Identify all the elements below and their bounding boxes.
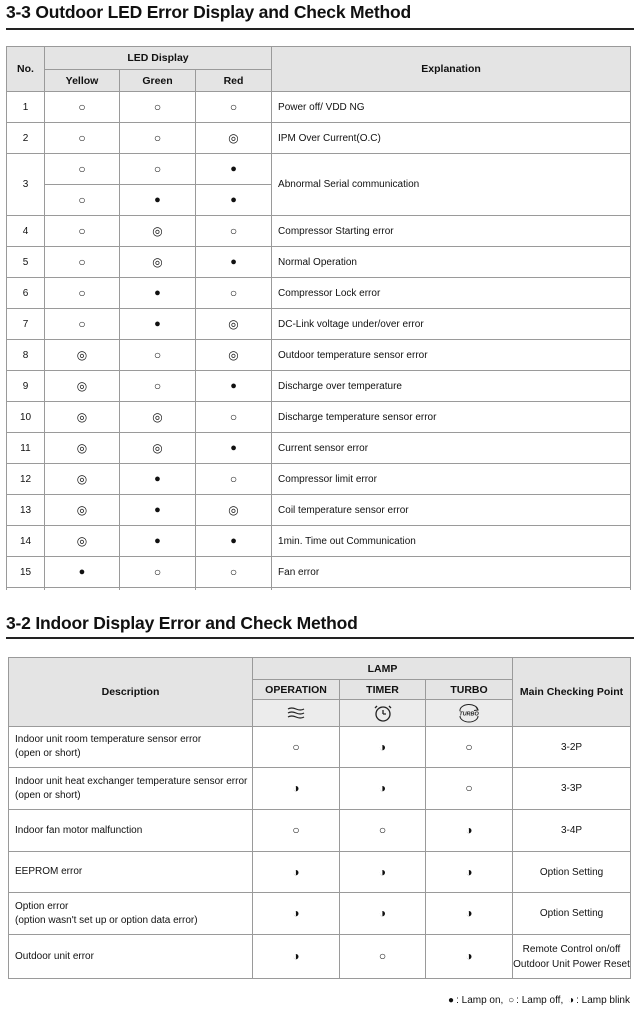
- lamp-off-icon: ○: [378, 823, 387, 837]
- led-on-icon: ●: [230, 534, 237, 547]
- description-line2: (option wasn't set up or option data error): [15, 914, 198, 926]
- led-on-icon: ●: [230, 441, 237, 454]
- section2-title: 3-2 Indoor Display Error and Check Method: [6, 613, 358, 633]
- operation-lamp-state: [253, 935, 340, 979]
- led-off-icon: ○: [78, 161, 86, 176]
- led-off-icon: ○: [78, 254, 86, 269]
- led-off-icon: ○: [78, 223, 86, 238]
- table-row: [7, 526, 631, 557]
- green-led-state: [120, 371, 196, 402]
- green-led-state: [120, 123, 196, 154]
- led-off-icon: ○: [229, 99, 238, 114]
- table-row: [7, 92, 631, 123]
- legend-off-text: : Lamp off,: [516, 995, 564, 1006]
- led-off-icon: ○: [229, 409, 238, 424]
- led-off-icon: ○: [229, 564, 238, 579]
- led-on-icon: ●: [230, 255, 237, 268]
- lamp-off-icon: ○: [465, 781, 473, 795]
- led-off-icon: ○: [78, 130, 86, 145]
- table-row: [7, 464, 631, 495]
- row-number: 10: [7, 402, 45, 433]
- yellow-led-state: [45, 309, 120, 340]
- col-header-operation: OPERATION: [253, 680, 340, 700]
- led-blink-icon: ◎: [152, 440, 163, 455]
- led-blink-icon: ◎: [76, 502, 88, 517]
- explanation: Discharge temperature sensor error: [272, 402, 631, 433]
- explanation: Fan error: [272, 557, 631, 588]
- yellow-led-state: [45, 216, 120, 247]
- led-off-icon: ○: [229, 471, 238, 486]
- check-line1: 3-2P: [560, 741, 583, 753]
- row-number: 4: [7, 216, 45, 247]
- lamp-blink-icon: ◑: [465, 949, 473, 963]
- explanation: Coil temperature sensor error: [272, 495, 631, 526]
- section1-rule: [6, 28, 634, 30]
- green-led-state: [120, 92, 196, 123]
- turbo-lamp-state: [426, 768, 513, 810]
- led-blink-icon: ◎: [152, 254, 163, 269]
- table-row: [9, 935, 631, 979]
- yellow-led-state: [45, 402, 120, 433]
- description-line1: Indoor unit room temperature sensor error: [15, 734, 202, 745]
- description-cell: [9, 768, 253, 810]
- table-row: [7, 495, 631, 526]
- row-number: 13: [7, 495, 45, 526]
- timer-lamp-state: [340, 852, 426, 893]
- explanation: IPM Over Current(O.C): [272, 123, 631, 154]
- description-line2: (open or short): [15, 789, 81, 801]
- table-row: [9, 727, 631, 768]
- explanation: Compressor limit error: [272, 464, 631, 495]
- lamp-blink-icon: ◑: [378, 739, 387, 754]
- description-line1: Indoor unit heat exchanger temperature sensor error: [15, 775, 248, 787]
- led-blink-icon: ◎: [152, 409, 163, 424]
- led-off-icon: ○: [153, 99, 162, 114]
- row-number: 15: [7, 557, 45, 588]
- yellow-led-state: [45, 123, 120, 154]
- led-blink-icon: ◎: [152, 223, 163, 238]
- main-checking-cell: [513, 893, 631, 935]
- led-blink-icon: ◎: [228, 130, 239, 145]
- red-led-state: [196, 464, 272, 495]
- col-header-main-checking: Main Checking Point: [513, 658, 631, 727]
- lamp-blink-icon: ◑: [568, 995, 575, 1006]
- table-row: [7, 309, 631, 340]
- red-led-state: [196, 371, 272, 402]
- table-row: [9, 893, 631, 935]
- col-header-explanation: Explanation: [272, 47, 631, 92]
- turbo-icon-cell: [426, 700, 513, 727]
- red-led-state: [196, 433, 272, 464]
- lamp-blink-icon: ◑: [292, 781, 300, 795]
- turbo-icon: [456, 703, 482, 723]
- table-row: [7, 433, 631, 464]
- check-line1: Remote Control on/off: [522, 943, 621, 955]
- col-header-turbo: TURBO: [426, 680, 513, 700]
- col-header-lamp: LAMP: [253, 658, 513, 680]
- yellow-led-state: [45, 526, 120, 557]
- led-on-icon: ●: [154, 286, 161, 299]
- col-header-no: No.: [7, 47, 45, 92]
- led-on-icon: ●: [230, 379, 237, 392]
- table-row: [9, 852, 631, 893]
- led-on-icon: ●: [154, 534, 161, 547]
- section2-rule: [6, 637, 634, 639]
- green-led-state: [120, 464, 196, 495]
- row-number: 9: [7, 371, 45, 402]
- description-cell: [9, 810, 253, 852]
- led-off-icon: ○: [78, 316, 86, 331]
- row-number: 12: [7, 464, 45, 495]
- description-line1: Option error: [15, 900, 69, 912]
- description-cell: [9, 727, 253, 768]
- col-header-yellow: Yellow: [45, 70, 120, 92]
- lamp-blink-icon: ◑: [292, 906, 300, 920]
- explanation: Power off/ VDD NG: [272, 92, 631, 123]
- green-led-state: [120, 309, 196, 340]
- lamp-blink-icon: ◑: [378, 864, 387, 879]
- main-checking-cell: [513, 727, 631, 768]
- green-led-state: [120, 402, 196, 433]
- table-row: [7, 402, 631, 433]
- explanation: Discharge over temperature: [272, 371, 631, 402]
- explanation: Normal Operation: [272, 247, 631, 278]
- row-number: 6: [7, 278, 45, 309]
- red-led-state: [196, 278, 272, 309]
- red-led-state: [196, 402, 272, 433]
- table-row: [9, 810, 631, 852]
- led-blink-icon: ◎: [228, 316, 239, 331]
- main-checking-cell: [513, 935, 631, 979]
- turbo-lamp-state: [426, 935, 513, 979]
- lamp-on-icon: ●: [448, 995, 455, 1006]
- yellow-led-state: [45, 154, 120, 185]
- col-header-description: Description: [9, 658, 253, 727]
- row-number: 7: [7, 309, 45, 340]
- table-row: [7, 371, 631, 402]
- description-line1: Outdoor unit error: [15, 950, 94, 962]
- red-led-state: [196, 154, 272, 185]
- lamp-legend: [446, 995, 630, 1006]
- row-number: 8: [7, 340, 45, 371]
- led-off-icon: ○: [153, 161, 162, 176]
- table-row: [7, 123, 631, 154]
- timer-lamp-state: [340, 893, 426, 935]
- operation-lamp-state: [253, 810, 340, 852]
- explanation: Current sensor error: [272, 433, 631, 464]
- lamp-off-icon: ○: [378, 949, 387, 963]
- led-on-icon: ●: [154, 193, 161, 206]
- operation-icon-cell: [253, 700, 340, 727]
- lamp-off-icon: ○: [465, 739, 473, 754]
- row-number: 2: [7, 123, 45, 154]
- led-blink-icon: ◎: [76, 409, 88, 424]
- lamp-off-icon: ○: [508, 995, 515, 1006]
- led-blink-icon: ◎: [76, 471, 88, 486]
- indoor-display-table: [8, 657, 631, 979]
- main-checking-cell: [513, 852, 631, 893]
- led-off-icon: ○: [229, 223, 238, 238]
- operation-wave-icon: [287, 707, 305, 719]
- explanation: Compressor Starting error: [272, 216, 631, 247]
- led-off-icon: ○: [153, 378, 162, 393]
- operation-lamp-state: [253, 893, 340, 935]
- timer-clock-icon: [373, 703, 393, 723]
- description-cell: [9, 893, 253, 935]
- green-led-state: [120, 433, 196, 464]
- col-header-red: Red: [196, 70, 272, 92]
- timer-lamp-state: [340, 935, 426, 979]
- operation-lamp-state: [253, 768, 340, 810]
- check-line1: Option Setting: [539, 908, 604, 919]
- table-row: [7, 278, 631, 309]
- lamp-blink-icon: ◑: [378, 906, 387, 920]
- yellow-led-state: [45, 247, 120, 278]
- timer-icon-cell: [340, 700, 426, 727]
- row-number: 3: [7, 154, 45, 216]
- lamp-blink-icon: ◑: [378, 781, 387, 795]
- explanation: Abnormal Serial communication: [272, 154, 631, 216]
- turbo-lamp-state: [426, 810, 513, 852]
- green-led-state: [120, 557, 196, 588]
- lamp-blink-icon: ◑: [465, 906, 473, 920]
- led-on-icon: ●: [78, 565, 86, 578]
- green-led-state: [120, 185, 196, 216]
- yellow-led-state: [45, 185, 120, 216]
- led-on-icon: ●: [154, 503, 161, 516]
- turbo-lamp-state: [426, 893, 513, 935]
- led-blink-icon: ◎: [76, 440, 88, 455]
- led-on-icon: ●: [230, 193, 237, 206]
- explanation: Outdoor temperature sensor error: [272, 340, 631, 371]
- green-led-state: [120, 495, 196, 526]
- description-line1: Indoor fan motor malfunction: [15, 824, 143, 836]
- timer-lamp-state: [340, 810, 426, 852]
- timer-lamp-state: [340, 768, 426, 810]
- turbo-lamp-state: [426, 852, 513, 893]
- yellow-led-state: [45, 340, 120, 371]
- col-header-timer: TIMER: [340, 680, 426, 700]
- red-led-state: [196, 247, 272, 278]
- red-led-state: [196, 557, 272, 588]
- led-blink-icon: ◎: [76, 533, 88, 548]
- green-led-state: [120, 247, 196, 278]
- yellow-led-state: [45, 92, 120, 123]
- check-line1: 3-4P: [560, 825, 583, 836]
- led-off-icon: ○: [78, 99, 86, 114]
- led-blink-icon: ◎: [76, 347, 88, 362]
- operation-lamp-state: [253, 727, 340, 768]
- lamp-blink-icon: ◑: [292, 949, 300, 963]
- yellow-led-state: [45, 495, 120, 526]
- red-led-state: [196, 216, 272, 247]
- check-line1: Option Setting: [539, 866, 604, 878]
- col-header-green: Green: [120, 70, 196, 92]
- led-off-icon: ○: [229, 285, 238, 300]
- table-row: [7, 216, 631, 247]
- legend-on-text: : Lamp on,: [456, 995, 504, 1006]
- led-on-icon: ●: [154, 472, 161, 485]
- row-number: 14: [7, 526, 45, 557]
- row-number: 5: [7, 247, 45, 278]
- green-led-state: [120, 216, 196, 247]
- yellow-led-state: [45, 464, 120, 495]
- lamp-blink-icon: ◑: [465, 864, 473, 879]
- turbo-icon-text: TURBO: [459, 711, 479, 718]
- timer-lamp-state: [340, 727, 426, 768]
- led-off-icon: ○: [153, 347, 162, 362]
- lamp-blink-icon: ◑: [465, 823, 473, 837]
- green-led-state: [120, 340, 196, 371]
- green-led-state: [120, 278, 196, 309]
- led-blink-icon: ◎: [76, 378, 88, 393]
- row-number: 1: [7, 92, 45, 123]
- table-row: [7, 557, 631, 588]
- description-line1: EEPROM error: [15, 866, 83, 877]
- yellow-led-state: [45, 557, 120, 588]
- red-led-state: [196, 340, 272, 371]
- legend-blink-text: : Lamp blink: [576, 995, 630, 1006]
- turbo-lamp-state: [426, 727, 513, 768]
- explanation: 1min. Time out Communication: [272, 526, 631, 557]
- lamp-off-icon: ○: [292, 739, 300, 754]
- table-row: [7, 340, 631, 371]
- yellow-led-state: [45, 371, 120, 402]
- led-on-icon: ●: [230, 162, 237, 175]
- led-blink-icon: ◎: [228, 347, 239, 362]
- led-off-icon: ○: [153, 564, 162, 579]
- section1-title: 3-3 Outdoor LED Error Display and Check Method: [6, 2, 412, 22]
- main-checking-cell: [513, 768, 631, 810]
- row-number: 11: [7, 433, 45, 464]
- description-cell: [9, 935, 253, 979]
- led-on-icon: ●: [154, 317, 161, 330]
- lamp-off-icon: ○: [292, 823, 300, 837]
- led-off-icon: ○: [78, 192, 86, 207]
- check-line2: Outdoor Unit Power Reset: [513, 958, 630, 970]
- led-off-icon: ○: [153, 130, 162, 145]
- explanation: DC-Link voltage under/over error: [272, 309, 631, 340]
- description-cell: [9, 852, 253, 893]
- led-blink-icon: ◎: [228, 502, 239, 517]
- operation-lamp-state: [253, 852, 340, 893]
- red-led-state: [196, 123, 272, 154]
- outdoor-led-table: [6, 46, 631, 590]
- main-checking-cell: [513, 810, 631, 852]
- check-line1: 3-3P: [560, 783, 583, 794]
- green-led-state: [120, 154, 196, 185]
- description-line2: (open or short): [15, 748, 81, 759]
- table-row: [7, 154, 631, 185]
- lamp-blink-icon: ◑: [292, 864, 300, 879]
- red-led-state: [196, 526, 272, 557]
- col-header-led-display: LED Display: [45, 47, 272, 70]
- table-row: [7, 247, 631, 278]
- table-row: [9, 768, 631, 810]
- red-led-state: [196, 92, 272, 123]
- yellow-led-state: [45, 278, 120, 309]
- red-led-state: [196, 185, 272, 216]
- yellow-led-state: [45, 433, 120, 464]
- green-led-state: [120, 526, 196, 557]
- explanation: Compressor Lock error: [272, 278, 631, 309]
- table-row-cut: [7, 588, 631, 591]
- red-led-state: [196, 309, 272, 340]
- red-led-state: [196, 495, 272, 526]
- led-off-icon: ○: [78, 285, 86, 300]
